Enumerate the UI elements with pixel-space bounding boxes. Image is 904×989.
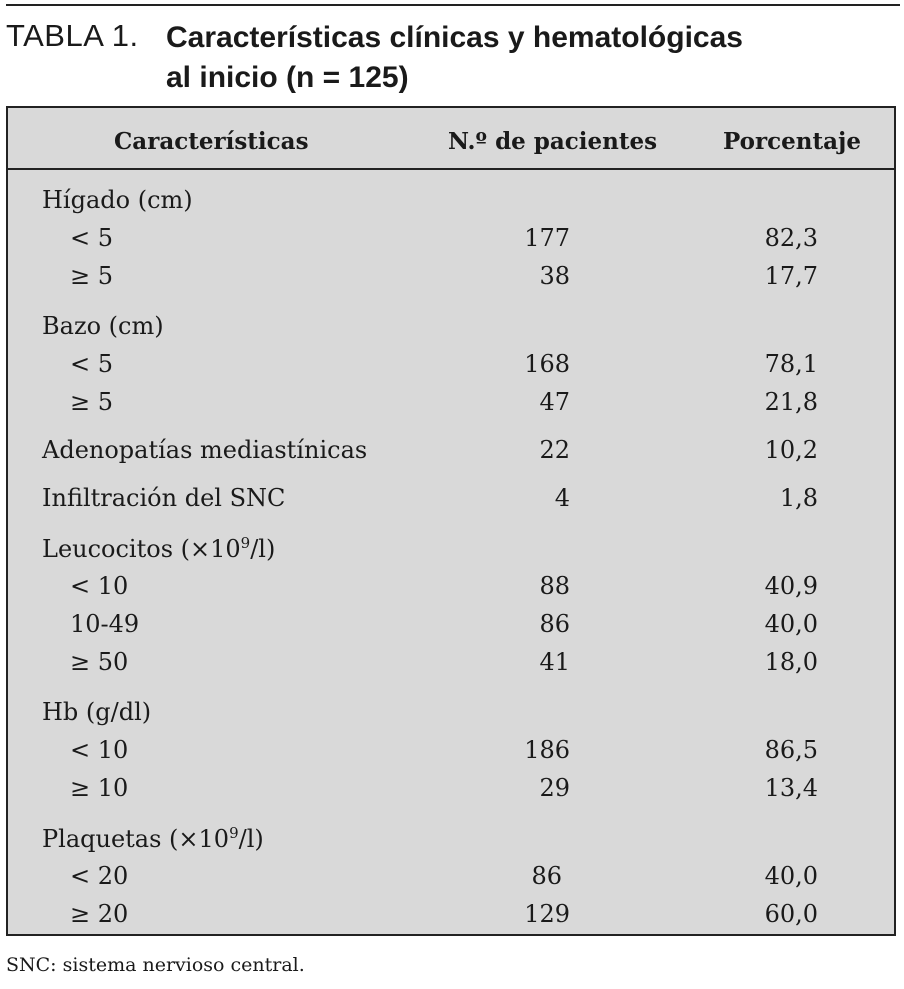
cell-caracteristica-text: Infiltración del SNC <box>42 484 286 512</box>
cell-num-pacientes: 41 <box>539 648 570 676</box>
cell-caracteristica <box>42 484 285 512</box>
cell-porcentaje: 40,9 <box>764 572 818 600</box>
cell-caracteristica-text: ≥ 5 <box>70 388 114 416</box>
cell-caracteristica <box>70 610 139 638</box>
table-row <box>8 220 894 256</box>
table-title-line-2: al inicio (n = 125) <box>166 61 409 94</box>
cell-porcentaje: 21,8 <box>764 388 818 416</box>
cell-caracteristica <box>42 534 275 563</box>
table-label: TABLA 1. <box>6 18 139 53</box>
cell-num-pacientes: 4 <box>554 484 570 512</box>
cell-caracteristica <box>70 350 113 378</box>
table-footnote: SNC: sistema nervioso central. <box>6 954 305 976</box>
header-caracteristicas: Características <box>114 128 309 155</box>
cell-caracteristica <box>42 436 367 464</box>
cell-caracteristica-text: ≥ 10 <box>70 774 129 802</box>
cell-porcentaje: 82,3 <box>764 224 818 252</box>
cell-porcentaje: 17,7 <box>764 262 818 290</box>
table-row-group <box>8 820 894 856</box>
cell-porcentaje: 40,0 <box>764 610 818 638</box>
cell-caracteristica-text: ≥ 5 <box>70 262 114 290</box>
cell-caracteristica <box>70 736 128 764</box>
table-row <box>8 858 894 894</box>
cell-porcentaje: 10,2 <box>764 436 818 464</box>
table-row-group <box>8 432 894 468</box>
cell-porcentaje: 78,1 <box>764 350 818 378</box>
table-row-group <box>8 530 894 566</box>
cell-porcentaje: 13,4 <box>764 774 818 802</box>
cell-unit-suffix: /l) <box>250 535 276 563</box>
cell-caracteristica-text: < 5 <box>70 350 114 378</box>
cell-unit-suffix: /l) <box>238 825 264 853</box>
cell-num-pacientes: 168 <box>524 350 570 378</box>
table-row <box>8 606 894 642</box>
cell-caracteristica <box>70 224 113 252</box>
cell-exponent: 9 <box>240 534 251 552</box>
table-row-group <box>8 182 894 218</box>
table-row <box>8 896 894 932</box>
cell-caracteristica-text: Leucocitos (×10 <box>42 535 241 563</box>
cell-caracteristica <box>70 774 128 802</box>
cell-num-pacientes: 38 <box>539 262 570 290</box>
cell-porcentaje: 1,8 <box>779 484 818 512</box>
cell-num-pacientes: 29 <box>539 774 570 802</box>
cell-caracteristica-text: < 5 <box>70 224 114 252</box>
table-row <box>8 732 894 768</box>
cell-caracteristica <box>42 824 264 853</box>
cell-caracteristica <box>42 312 164 340</box>
table-title-line-1: Características clínicas y hematológicas <box>166 21 743 54</box>
cell-num-pacientes: 129 <box>524 900 570 928</box>
cell-num-pacientes: 88 <box>539 572 570 600</box>
cell-exponent: 9 <box>229 824 239 842</box>
cell-caracteristica-text: ≥ 20 <box>70 900 129 928</box>
cell-caracteristica <box>42 698 151 726</box>
cell-caracteristica <box>70 262 113 290</box>
cell-caracteristica-text: Bazo (cm) <box>42 312 164 340</box>
cell-num-pacientes: 22 <box>539 436 570 464</box>
table-row-group <box>8 480 894 516</box>
header-num-pacientes: N.º de pacientes <box>448 128 658 155</box>
table-row <box>8 258 894 294</box>
cell-num-pacientes: 186 <box>524 736 570 764</box>
table-row <box>8 346 894 382</box>
cell-caracteristica <box>70 900 128 928</box>
table-row <box>8 568 894 604</box>
table-row-group <box>8 308 894 344</box>
cell-caracteristica-text: < 10 <box>70 736 129 764</box>
table-title <box>166 18 886 98</box>
cell-porcentaje: 60,0 <box>764 900 818 928</box>
cell-num-pacientes: 177 <box>524 224 570 252</box>
cell-caracteristica <box>42 186 193 214</box>
cell-caracteristica-text: Hígado (cm) <box>42 186 193 214</box>
cell-num-pacientes: 86 <box>531 862 562 890</box>
table-row-group <box>8 694 894 730</box>
cell-porcentaje: 18,0 <box>764 648 818 676</box>
cell-caracteristica-text: Plaquetas (×10 <box>42 825 230 853</box>
table-row <box>8 770 894 806</box>
table-row <box>8 384 894 420</box>
cell-num-pacientes: 86 <box>539 610 570 638</box>
cell-num-pacientes: 47 <box>539 388 570 416</box>
cell-caracteristica <box>70 862 128 890</box>
cell-caracteristica-text: Hb (g/dl) <box>42 698 152 726</box>
cell-caracteristica <box>70 572 128 600</box>
cell-caracteristica-text: 10-49 <box>70 610 140 638</box>
cell-caracteristica-text: ≥ 50 <box>70 648 129 676</box>
cell-porcentaje: 40,0 <box>764 862 818 890</box>
cell-caracteristica-text: < 20 <box>70 862 129 890</box>
data-table <box>6 106 896 936</box>
header-porcentaje: Porcentaje <box>723 128 861 155</box>
cell-caracteristica <box>70 388 113 416</box>
cell-caracteristica <box>70 648 128 676</box>
cell-caracteristica-text: < 10 <box>70 572 129 600</box>
cell-caracteristica-text: Adenopatías mediastínicas <box>42 436 368 464</box>
table-row <box>8 644 894 680</box>
cell-porcentaje: 86,5 <box>764 736 818 764</box>
top-rule <box>6 4 900 6</box>
table-header <box>8 108 894 170</box>
